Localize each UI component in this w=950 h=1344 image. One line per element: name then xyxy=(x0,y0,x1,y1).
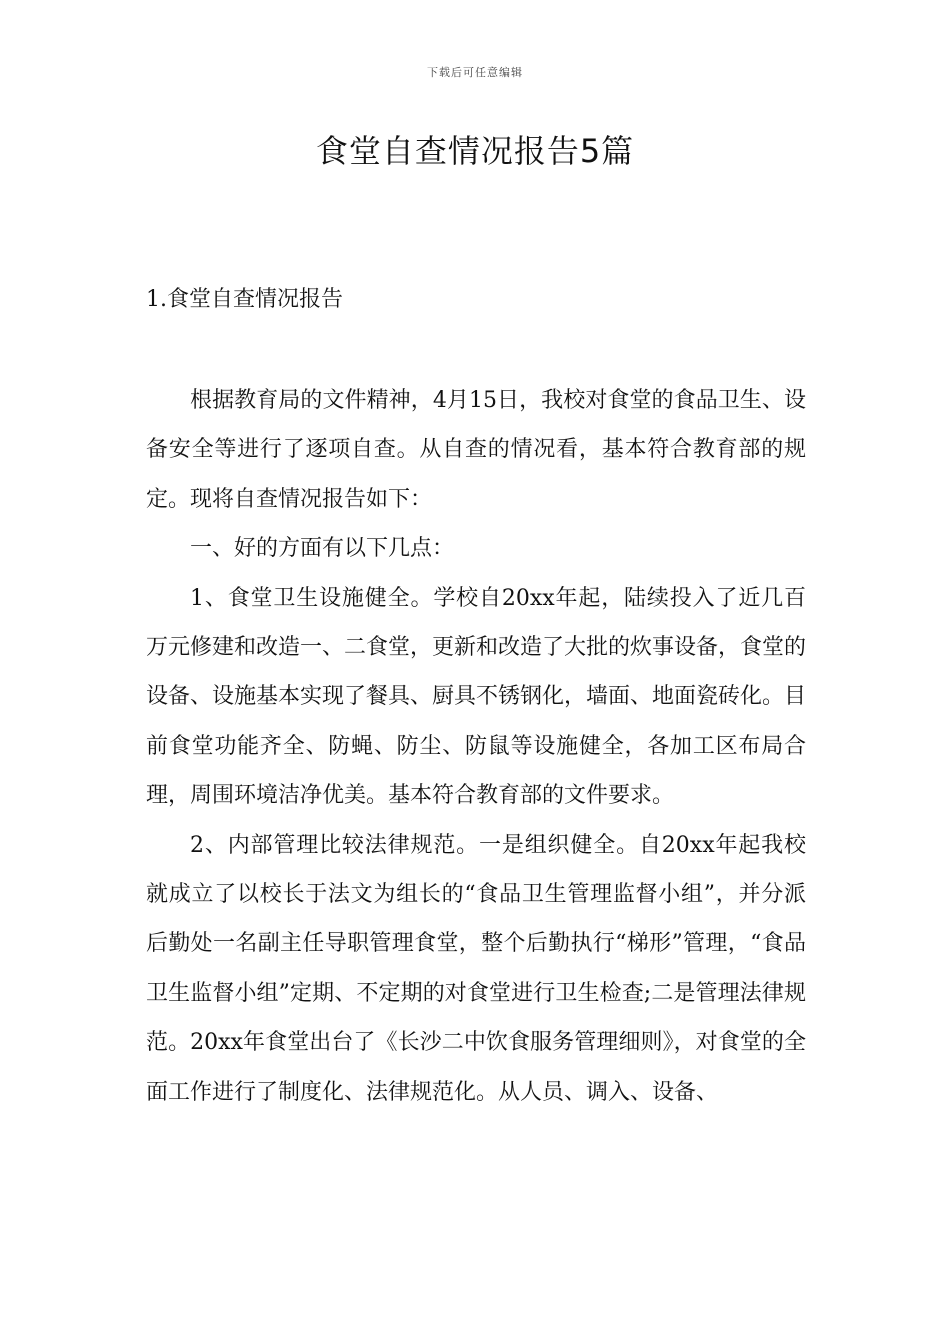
document-title: 食堂自查情况报告5篇 xyxy=(315,132,635,170)
body-text xyxy=(146,376,806,1117)
paragraph: 2、内部管理比较法律规范。一是组织健全。自20xx年起我校就成立了以校长于法文为组长的“食品卫生管理监督小组”，并分派后勤处一名副主任导职管理食堂，整个后勤执行“梯形”管理，“食品卫生监督小组”定期、不定期的对食堂进行卫生检查;二是管理法律规范。20xx年食堂出台了《长沙二中饮食服务管理细则》，对食堂的全面工作进行了制度化、法律规范化。从人员、调入、设备、 xyxy=(146,832,806,1105)
paragraph: 一、好的方面有以下几点： xyxy=(190,536,455,562)
paragraph: 1、食堂卫生设施健全。学校自20xx年起，陆续投入了近几百万元修建和改造一、二食堂，更新和改造了大批的炊事设备，食堂的设备、设施基本实现了餐具、厨具不锈钢化，墙面、地面瓷砖化。目前食堂功能齐全、防蝇、防尘、防鼠等设施健全，各加工区布局合理，周围环境洁净优美。基本符合教育部的文件要求。 xyxy=(146,585,807,809)
paragraph: 根据教育局的文件精神，4月15日，我校对食堂的食品卫生、设备安全等进行了逐项自查。从自查的情况看，基本符合教育部的规定。现将自查情况报告如下： xyxy=(146,388,806,512)
section-heading: 1.食堂自查情况报告 xyxy=(146,287,343,312)
header-note: 下载后可任意编辑 xyxy=(427,66,523,79)
